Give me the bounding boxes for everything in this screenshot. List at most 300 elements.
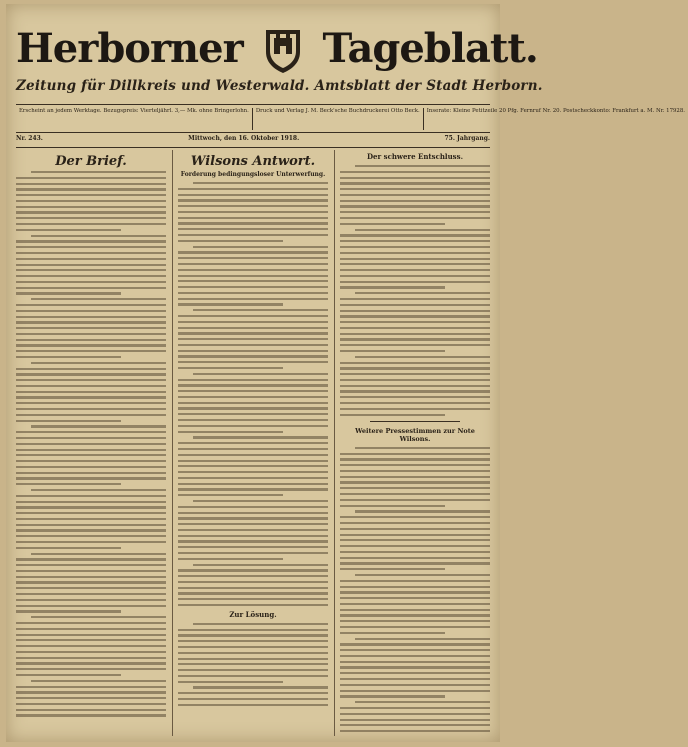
rule-bottom bbox=[16, 147, 490, 148]
text-line bbox=[16, 529, 166, 531]
text-line bbox=[340, 414, 445, 416]
text-line bbox=[16, 622, 166, 624]
text-line bbox=[16, 252, 166, 254]
text-line bbox=[178, 494, 283, 496]
text-line bbox=[178, 454, 328, 456]
text-line bbox=[340, 310, 490, 312]
text-line bbox=[178, 222, 328, 224]
text-line bbox=[340, 194, 490, 196]
text-line bbox=[178, 552, 328, 554]
text-line bbox=[31, 616, 166, 618]
text-line bbox=[340, 632, 445, 634]
text-line bbox=[178, 523, 328, 525]
text-line bbox=[178, 303, 283, 305]
text-line bbox=[178, 275, 328, 277]
text-line bbox=[355, 229, 490, 231]
issue-number: Nr. 243. bbox=[16, 135, 43, 142]
text-line bbox=[16, 373, 166, 375]
newspaper-page bbox=[6, 4, 685, 742]
text-line bbox=[178, 425, 328, 427]
text-line bbox=[16, 333, 166, 335]
text-line bbox=[178, 598, 328, 600]
text-line bbox=[16, 264, 166, 266]
text-line bbox=[340, 470, 490, 472]
col2-headline: Wilsons Antwort. bbox=[190, 154, 316, 169]
text-line bbox=[178, 240, 283, 242]
town-crest-icon bbox=[262, 24, 304, 74]
text-line bbox=[16, 431, 166, 433]
text-line bbox=[340, 385, 490, 387]
text-line bbox=[178, 587, 328, 589]
issue-year: 75. Jahrgang. bbox=[444, 135, 490, 142]
text-line bbox=[178, 419, 328, 421]
text-line bbox=[340, 528, 490, 530]
text-line bbox=[178, 269, 328, 271]
text-line bbox=[178, 483, 328, 485]
text-line bbox=[340, 338, 490, 340]
column-1 bbox=[16, 150, 166, 736]
text-line bbox=[178, 529, 328, 531]
text-line bbox=[193, 500, 328, 502]
text-line bbox=[178, 257, 328, 259]
text-line bbox=[31, 235, 166, 237]
text-line bbox=[16, 610, 121, 612]
text-line bbox=[340, 269, 490, 271]
text-line bbox=[178, 407, 328, 409]
text-line bbox=[340, 539, 490, 541]
title-right: Tageblatt. bbox=[322, 25, 538, 72]
text-line bbox=[178, 675, 328, 677]
text-line bbox=[178, 569, 328, 571]
text-line bbox=[193, 686, 328, 688]
text-line bbox=[178, 327, 328, 329]
text-line bbox=[16, 454, 166, 456]
text-line bbox=[16, 223, 166, 225]
text-line bbox=[178, 506, 328, 508]
text-line bbox=[16, 327, 166, 329]
text-line bbox=[178, 355, 328, 357]
text-line bbox=[340, 643, 490, 645]
text-line bbox=[340, 396, 490, 398]
text-line bbox=[16, 206, 166, 208]
text-line bbox=[340, 379, 490, 381]
text-line bbox=[178, 205, 328, 207]
text-line bbox=[178, 286, 328, 288]
text-line bbox=[178, 581, 328, 583]
text-line bbox=[16, 506, 166, 508]
text-line bbox=[355, 292, 490, 294]
text-line bbox=[16, 211, 166, 213]
text-line bbox=[340, 281, 490, 283]
text-line bbox=[178, 471, 328, 473]
text-line bbox=[178, 263, 328, 265]
text-line bbox=[340, 217, 490, 219]
column-2 bbox=[172, 150, 328, 736]
text-line bbox=[178, 332, 328, 334]
text-line bbox=[178, 292, 328, 294]
text-line bbox=[31, 553, 166, 555]
text-line bbox=[16, 408, 166, 410]
text-line bbox=[340, 649, 490, 651]
text-line bbox=[178, 546, 328, 548]
text-line bbox=[193, 623, 328, 625]
text-line bbox=[340, 534, 490, 536]
text-line bbox=[16, 512, 166, 514]
text-line bbox=[16, 316, 166, 318]
text-line bbox=[178, 634, 328, 636]
text-line bbox=[178, 558, 283, 560]
text-line bbox=[340, 362, 490, 364]
text-line bbox=[16, 518, 166, 520]
text-line bbox=[16, 287, 166, 289]
text-line bbox=[16, 599, 166, 601]
text-line bbox=[340, 562, 490, 564]
text-line bbox=[16, 697, 166, 699]
text-line bbox=[178, 604, 328, 606]
text-line bbox=[355, 447, 490, 449]
text-line bbox=[178, 298, 328, 300]
text-line bbox=[340, 626, 490, 628]
text-line bbox=[193, 373, 328, 375]
text-line bbox=[340, 551, 490, 553]
text-line bbox=[178, 465, 328, 467]
text-line bbox=[16, 368, 166, 370]
text-line bbox=[178, 431, 283, 433]
text-line bbox=[16, 321, 166, 323]
text-line bbox=[16, 437, 166, 439]
text-line bbox=[178, 663, 328, 665]
text-line bbox=[340, 481, 490, 483]
text-line bbox=[16, 593, 166, 595]
text-line bbox=[340, 713, 490, 715]
text-line bbox=[178, 194, 328, 196]
text-line bbox=[16, 304, 166, 306]
text-line bbox=[340, 188, 490, 190]
text-line bbox=[340, 408, 490, 410]
text-line bbox=[340, 695, 445, 697]
text-line bbox=[178, 669, 328, 671]
text-line bbox=[178, 681, 283, 683]
text-line bbox=[340, 719, 490, 721]
text-line bbox=[340, 373, 490, 375]
text-line bbox=[340, 476, 490, 478]
text-line bbox=[16, 396, 166, 398]
text-line bbox=[16, 217, 166, 219]
text-line bbox=[16, 379, 166, 381]
text-line bbox=[193, 309, 328, 311]
text-line bbox=[16, 402, 166, 404]
text-line bbox=[178, 338, 328, 340]
text-line bbox=[16, 200, 166, 202]
text-line bbox=[340, 724, 490, 726]
info-row bbox=[16, 108, 685, 130]
text-line bbox=[340, 286, 445, 288]
text-line bbox=[16, 460, 166, 462]
text-line bbox=[16, 535, 166, 537]
text-line bbox=[16, 229, 121, 231]
text-line bbox=[340, 458, 490, 460]
text-line bbox=[178, 234, 328, 236]
text-line bbox=[193, 436, 328, 438]
text-line bbox=[16, 477, 166, 479]
text-line bbox=[16, 547, 121, 549]
text-line bbox=[178, 396, 328, 398]
text-line bbox=[16, 292, 121, 294]
article-columns bbox=[16, 150, 490, 736]
col3-body-a bbox=[340, 165, 490, 416]
text-line bbox=[340, 200, 490, 202]
text-line bbox=[16, 275, 166, 277]
text-line bbox=[178, 477, 328, 479]
col3-headline2: Weitere Pressestimmen zur Note Wilsons. bbox=[355, 426, 475, 443]
text-line bbox=[16, 524, 166, 526]
text-line bbox=[16, 686, 166, 688]
text-line bbox=[178, 379, 328, 381]
text-line bbox=[16, 541, 166, 543]
text-line bbox=[16, 420, 121, 422]
col3-body-b bbox=[340, 447, 490, 732]
text-line bbox=[16, 483, 121, 485]
text-line bbox=[340, 690, 490, 692]
text-line bbox=[16, 466, 166, 468]
text-line bbox=[340, 505, 445, 507]
text-line bbox=[340, 350, 445, 352]
text-line bbox=[16, 639, 166, 641]
text-line bbox=[178, 390, 328, 392]
text-line bbox=[16, 310, 166, 312]
text-line bbox=[16, 662, 166, 664]
subtitle: Zeitung für Dillkreis und Westerwald. Amtsblatt der Stadt Herborn. bbox=[16, 78, 543, 94]
text-line bbox=[340, 246, 490, 248]
text-line bbox=[178, 692, 328, 694]
text-line bbox=[16, 258, 166, 260]
text-line bbox=[16, 605, 166, 607]
text-line bbox=[16, 281, 166, 283]
info-publisher: Druck und Verlag J. M. Beck'sche Buchdruckerei Otto Beck. bbox=[252, 108, 423, 130]
text-line bbox=[340, 171, 490, 173]
text-line bbox=[178, 488, 328, 490]
text-line bbox=[340, 591, 490, 593]
text-line bbox=[355, 356, 490, 358]
text-line bbox=[16, 339, 166, 341]
text-line bbox=[16, 449, 166, 451]
text-line bbox=[340, 522, 490, 524]
text-line bbox=[340, 666, 490, 668]
text-line bbox=[16, 581, 166, 583]
text-line bbox=[31, 425, 166, 427]
text-line bbox=[16, 246, 166, 248]
text-line bbox=[178, 361, 328, 363]
text-line bbox=[340, 609, 490, 611]
text-line bbox=[193, 182, 328, 184]
text-line bbox=[16, 657, 166, 659]
issue-date: Mittwoch, den 16. Oktober 1918. bbox=[188, 135, 300, 142]
text-line bbox=[178, 592, 328, 594]
text-line bbox=[178, 188, 328, 190]
text-line bbox=[178, 384, 328, 386]
text-line bbox=[16, 177, 166, 179]
text-line bbox=[16, 350, 166, 352]
text-line bbox=[16, 188, 166, 190]
text-line bbox=[178, 540, 328, 542]
text-line bbox=[16, 495, 166, 497]
text-line bbox=[178, 517, 328, 519]
text-line bbox=[178, 704, 328, 706]
text-line bbox=[340, 730, 490, 732]
text-line bbox=[340, 661, 490, 663]
text-line bbox=[178, 442, 328, 444]
text-line bbox=[178, 280, 328, 282]
masthead bbox=[16, 18, 538, 78]
text-line bbox=[16, 356, 121, 358]
text-line bbox=[340, 597, 490, 599]
text-line bbox=[178, 321, 328, 323]
text-line bbox=[340, 614, 490, 616]
text-line bbox=[16, 634, 166, 636]
text-line bbox=[16, 414, 166, 416]
text-line bbox=[178, 652, 328, 654]
text-line bbox=[340, 321, 490, 323]
text-line bbox=[16, 714, 166, 716]
text-line bbox=[340, 684, 490, 686]
text-line bbox=[340, 211, 490, 213]
text-line bbox=[31, 298, 166, 300]
text-line bbox=[16, 645, 166, 647]
text-line bbox=[340, 493, 490, 495]
text-line bbox=[340, 333, 490, 335]
text-line bbox=[355, 638, 490, 640]
text-line bbox=[178, 629, 328, 631]
text-line bbox=[193, 246, 328, 248]
text-line bbox=[340, 177, 490, 179]
col2-headline2: Zur Lösung. bbox=[229, 609, 277, 619]
text-line bbox=[178, 217, 328, 219]
text-line bbox=[16, 194, 166, 196]
text-line bbox=[340, 568, 445, 570]
text-line bbox=[340, 453, 490, 455]
text-line bbox=[340, 464, 490, 466]
title-left: Herborner bbox=[16, 25, 243, 72]
text-line bbox=[16, 628, 166, 630]
text-line bbox=[340, 240, 490, 242]
info-advertising: Inserate: Kleine Petitzeile 20 Pfg. Fernruf Nr. 20. Postscheckkonto: Frankfurt a. M. Nr. 17928. bbox=[423, 108, 688, 130]
text-line bbox=[178, 228, 328, 230]
text-line bbox=[16, 391, 166, 393]
text-line bbox=[340, 205, 490, 207]
column-3 bbox=[334, 150, 490, 736]
text-line bbox=[340, 263, 490, 265]
text-line bbox=[178, 402, 328, 404]
text-line bbox=[340, 304, 490, 306]
col2-body-b bbox=[178, 623, 328, 706]
text-line bbox=[16, 691, 166, 693]
text-line bbox=[340, 315, 490, 317]
text-line bbox=[178, 367, 283, 369]
text-line bbox=[193, 564, 328, 566]
text-line bbox=[340, 234, 490, 236]
text-line bbox=[355, 574, 490, 576]
text-line bbox=[340, 344, 490, 346]
text-line bbox=[178, 251, 328, 253]
text-line bbox=[178, 315, 328, 317]
text-line bbox=[340, 580, 490, 582]
text-line bbox=[340, 402, 490, 404]
col2-deck: Forderung bedingungsloser Unterwerfung. bbox=[180, 171, 326, 178]
text-line bbox=[340, 603, 490, 605]
text-line bbox=[178, 460, 328, 462]
col3-separator bbox=[370, 421, 460, 422]
text-line bbox=[16, 344, 166, 346]
text-line bbox=[178, 413, 328, 415]
text-line bbox=[340, 557, 490, 559]
text-line bbox=[16, 472, 166, 474]
text-line bbox=[16, 703, 166, 705]
text-line bbox=[340, 258, 490, 260]
text-line bbox=[31, 171, 166, 173]
text-line bbox=[340, 327, 490, 329]
text-line bbox=[178, 640, 328, 642]
text-line bbox=[16, 564, 166, 566]
text-line bbox=[31, 680, 166, 682]
text-line bbox=[340, 545, 490, 547]
text-line bbox=[16, 587, 166, 589]
text-line bbox=[178, 512, 328, 514]
text-line bbox=[178, 646, 328, 648]
text-line bbox=[16, 443, 166, 445]
text-line bbox=[178, 535, 328, 537]
text-line bbox=[16, 269, 166, 271]
text-line bbox=[340, 499, 490, 501]
text-line bbox=[340, 620, 490, 622]
text-line bbox=[16, 240, 166, 242]
text-line bbox=[178, 575, 328, 577]
issue-row bbox=[16, 135, 490, 145]
text-line bbox=[340, 672, 490, 674]
text-line bbox=[340, 252, 490, 254]
text-line bbox=[340, 275, 490, 277]
text-line bbox=[16, 576, 166, 578]
text-line bbox=[340, 182, 490, 184]
text-line bbox=[178, 350, 328, 352]
text-line bbox=[31, 489, 166, 491]
text-line bbox=[340, 678, 490, 680]
text-line bbox=[16, 183, 166, 185]
text-line bbox=[16, 570, 166, 572]
masthead-title bbox=[16, 18, 538, 77]
text-line bbox=[16, 668, 166, 670]
text-line bbox=[355, 701, 490, 703]
text-line bbox=[340, 367, 490, 369]
text-line bbox=[178, 211, 328, 213]
rule-top bbox=[16, 104, 490, 105]
text-line bbox=[178, 199, 328, 201]
text-line bbox=[355, 165, 490, 167]
text-line bbox=[178, 448, 328, 450]
text-line bbox=[355, 510, 490, 512]
text-line bbox=[16, 651, 166, 653]
text-line bbox=[340, 516, 490, 518]
col1-body bbox=[16, 171, 166, 717]
text-line bbox=[31, 362, 166, 364]
text-line bbox=[340, 586, 490, 588]
text-line bbox=[340, 223, 445, 225]
text-line bbox=[178, 344, 328, 346]
text-line bbox=[16, 709, 166, 711]
text-line bbox=[16, 501, 166, 503]
text-line bbox=[16, 558, 166, 560]
text-line bbox=[340, 390, 490, 392]
text-line bbox=[16, 385, 166, 387]
